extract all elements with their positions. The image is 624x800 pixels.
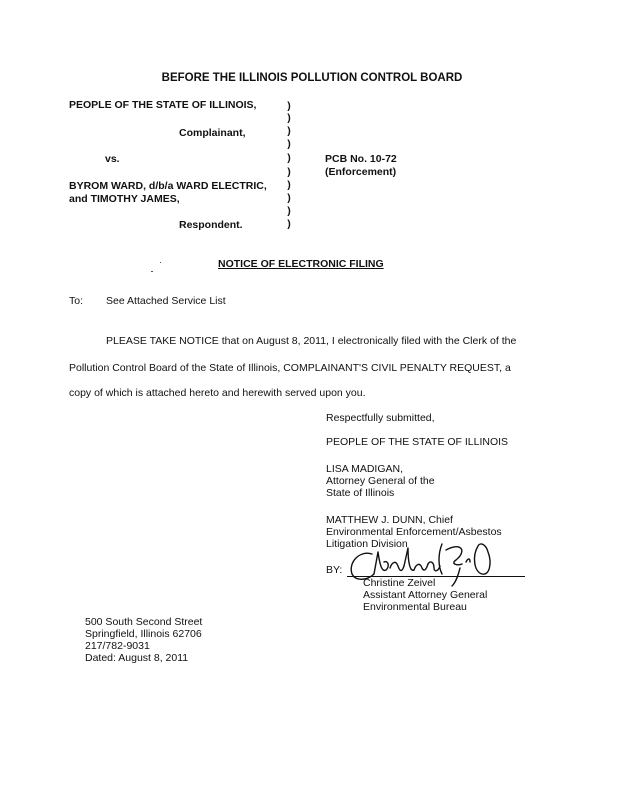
signer-title-1: Assistant Attorney General	[363, 589, 488, 601]
defendant-line-2: and TIMOTHY JAMES,	[69, 193, 180, 205]
caption-paren-6: )	[287, 166, 291, 178]
defendant-line-1: BYROM WARD, d/b/a WARD ELECTRIC,	[69, 180, 267, 192]
caption-paren-5: )	[287, 152, 291, 164]
caption-paren-10: )	[287, 218, 291, 230]
case-type: (Enforcement)	[325, 166, 397, 178]
address-street: 500 South Second Street	[85, 616, 203, 628]
plaintiff-name: PEOPLE OF THE STATE OF ILLINOIS,	[69, 99, 257, 111]
body-line-3: copy of which is attached hereto and herewith served upon you.	[69, 387, 366, 399]
caption-paren-9: )	[287, 205, 291, 217]
to-label: To:	[69, 295, 84, 307]
caption-paren-2: )	[287, 112, 291, 124]
signer-title-2: Environmental Bureau	[363, 601, 467, 613]
address-city: Springfield, Illinois 62706	[85, 628, 202, 640]
to-value: See Attached Service List	[106, 295, 226, 307]
document-title: BEFORE THE ILLINOIS POLLUTION CONTROL BOARD	[161, 72, 463, 84]
body-line-1: PLEASE TAKE NOTICE that on August 8, 2011, I electronically filed with the Clerk of the	[106, 335, 517, 347]
body-line-2: Pollution Control Board of the State of Illinois, COMPLAINANT'S CIVIL PENALTY REQUEST, a	[69, 362, 511, 374]
scan-speck	[160, 262, 161, 263]
notice-heading: NOTICE OF ELECTRONIC FILING	[218, 258, 384, 270]
chief-name: MATTHEW J. DUNN, Chief	[326, 514, 453, 526]
chief-division-1: Environmental Enforcement/Asbestos	[326, 526, 502, 538]
party-name: PEOPLE OF THE STATE OF ILLINOIS	[326, 436, 509, 448]
defendant-role: Respondent.	[179, 219, 243, 231]
closing: Respectfully submitted,	[326, 412, 435, 424]
address-phone: 217/782-9031	[85, 640, 150, 652]
ag-title-1: Attorney General of the	[326, 475, 435, 487]
caption-paren-4: )	[287, 138, 291, 150]
ag-title-2: State of Illinois	[326, 487, 395, 499]
versus-label: vs.	[105, 153, 120, 165]
caption-paren-1: )	[287, 100, 291, 112]
caption-paren-8: )	[287, 192, 291, 204]
caption-paren-3: )	[287, 125, 291, 137]
date-line: Dated: August 8, 2011	[85, 652, 189, 664]
signer-name: Christine Zeivel	[363, 577, 436, 589]
case-number: PCB No. 10-72	[325, 153, 397, 165]
caption-paren-7: )	[287, 179, 291, 191]
plaintiff-role: Complainant,	[179, 127, 246, 139]
ag-name: LISA MADIGAN,	[326, 463, 404, 475]
scan-speck	[151, 271, 153, 272]
chief-division-2: Litigation Division	[326, 538, 408, 550]
by-label: BY:	[326, 564, 343, 576]
